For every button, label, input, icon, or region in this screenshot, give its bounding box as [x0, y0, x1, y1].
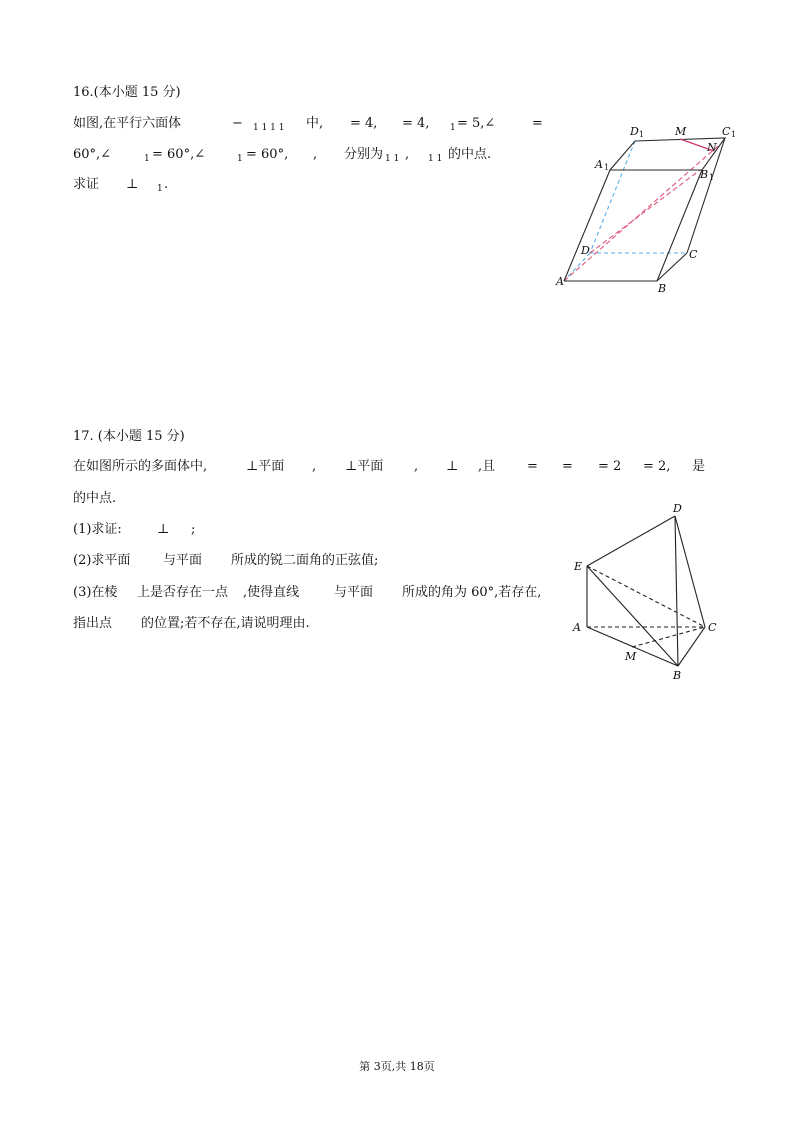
q16-line1-i: = — [532, 116, 543, 131]
parallelepiped-figure — [550, 120, 750, 300]
edge-A1A — [564, 170, 610, 281]
label-A1: A — [595, 158, 603, 171]
q16-line2-e: = 60°, — [246, 147, 289, 162]
page-footer: 第 3页,共 18页 — [359, 1060, 435, 1073]
q17-part4-a: 指出点 — [73, 616, 113, 631]
q16-line2-j — [428, 146, 442, 168]
q16-line1-f: = 4, — [402, 116, 430, 131]
q16-line2-c: = 60°,∠ — [152, 147, 206, 162]
q16-line2-i: , — [405, 147, 410, 162]
q17-part3-b: 上是否存在一点 — [137, 585, 229, 600]
edge-DA — [564, 253, 590, 281]
label-B1: B — [700, 168, 709, 181]
label-N: N — [707, 141, 717, 154]
label-A: A — [556, 275, 564, 288]
q16-line1-c — [253, 115, 285, 137]
q17-line1-d: ⊥平面 — [345, 459, 384, 474]
label-D1-sub: 1 — [639, 130, 645, 139]
diag-DB1 — [590, 170, 700, 253]
label-A: A — [573, 621, 581, 634]
q16-line2-f: , — [313, 147, 318, 162]
q16-line2-h — [385, 146, 399, 168]
edge-DC — [675, 516, 705, 627]
q16-line1-g — [450, 115, 456, 137]
edge-C1C — [687, 138, 725, 253]
q16-line2-k: 的中点. — [448, 147, 492, 162]
segment-MC — [632, 627, 705, 647]
label-C1: C — [722, 125, 731, 138]
polyhedron-figure — [565, 500, 735, 685]
q16-line1-b: − — [232, 116, 243, 131]
q17-line1-k: = 2, — [643, 459, 671, 474]
label-C: C — [708, 621, 717, 634]
edge-BC — [657, 253, 687, 281]
label-D1: D — [630, 125, 639, 138]
q17-line1-a: 在如图所示的多面体中, — [73, 459, 208, 474]
q17-part2-a: (2)求平面 — [73, 553, 131, 568]
label-E: E — [574, 560, 583, 573]
q16-line2-g: 分别为 — [344, 147, 384, 162]
label-M: M — [625, 650, 637, 663]
q17-part3-c: ,使得直线 — [243, 585, 300, 600]
q16-line3-c — [157, 176, 163, 198]
q17-part1-c: ; — [191, 522, 196, 537]
q17-header: 17. (本小题 15 分) — [73, 429, 185, 444]
edge-EC — [587, 566, 705, 627]
q16-line3-b: ⊥ — [126, 177, 139, 192]
q16-line3-d: . — [164, 177, 169, 192]
label-B: B — [673, 669, 682, 682]
q16-line1-e: = 4, — [350, 116, 378, 131]
edge-DB — [675, 516, 678, 666]
edge-ED — [587, 516, 675, 566]
label-D: D — [673, 502, 682, 515]
q17-part3-a: (3)在棱 — [73, 585, 118, 600]
q17-line1-f: ⊥ — [446, 459, 459, 474]
q16-line1-g-sub: 1 — [450, 123, 456, 133]
q17-part1-a: (1)求证: — [73, 522, 122, 537]
q16-header: 16.(本小题 15 分) — [73, 85, 181, 100]
q17-part4-b: 的位置;若不存在,请说明理由. — [141, 616, 310, 631]
q16-line1-a: 如图,在平行六面体 — [73, 116, 186, 131]
label-B1-sub: 1 — [709, 173, 715, 182]
q17-part2-b: 与平面 — [163, 553, 203, 568]
q17-part3-e: 所成的角为 60°,若存在, — [402, 585, 542, 600]
q17-part3-d: 与平面 — [334, 585, 374, 600]
q16-line2-j-sub: 1 1 — [428, 154, 443, 164]
q16-line2-b-sub: 1 — [144, 154, 150, 164]
q17-line1-e: , — [414, 459, 419, 474]
label-C1-sub: 1 — [731, 130, 737, 139]
q17-part2-c: 所成的锐二面角的正弦值; — [231, 553, 379, 568]
label-D: D — [581, 244, 590, 257]
q16-line3-c-sub: 1 — [157, 184, 163, 194]
q17-line1-h: = — [527, 459, 538, 474]
label-M: M — [675, 125, 687, 138]
q17-line1-b: ⊥平面 — [246, 459, 285, 474]
q16-line2-d — [237, 146, 243, 168]
q16-line3-a: 求证 — [73, 177, 100, 192]
label-C: C — [689, 248, 698, 261]
edge-B1B — [657, 170, 702, 281]
q17-line2: 的中点. — [73, 491, 117, 506]
q17-line1-c: , — [312, 459, 317, 474]
label-B: B — [658, 282, 667, 295]
q16-line2-d-sub: 1 — [237, 154, 243, 164]
q17-line1-l: 是 — [692, 459, 706, 474]
q16-line2-b — [144, 146, 150, 168]
q17-line1-j: = 2 — [598, 459, 622, 474]
label-A1-sub: 1 — [604, 163, 610, 172]
q17-part1-b: ⊥ — [157, 522, 170, 537]
q16-line1-h: = 5,∠ — [457, 116, 496, 131]
q16-line2-a: 60°,∠ — [73, 147, 112, 162]
q17-line1-i: = — [562, 459, 573, 474]
q16-line2-h-sub: 1 1 — [385, 154, 400, 164]
q17-line1-g: ,且 — [478, 459, 496, 474]
q16-line1-c-sub: 1 1 1 1 — [253, 123, 285, 133]
q16-line1-d: 中, — [306, 116, 324, 131]
